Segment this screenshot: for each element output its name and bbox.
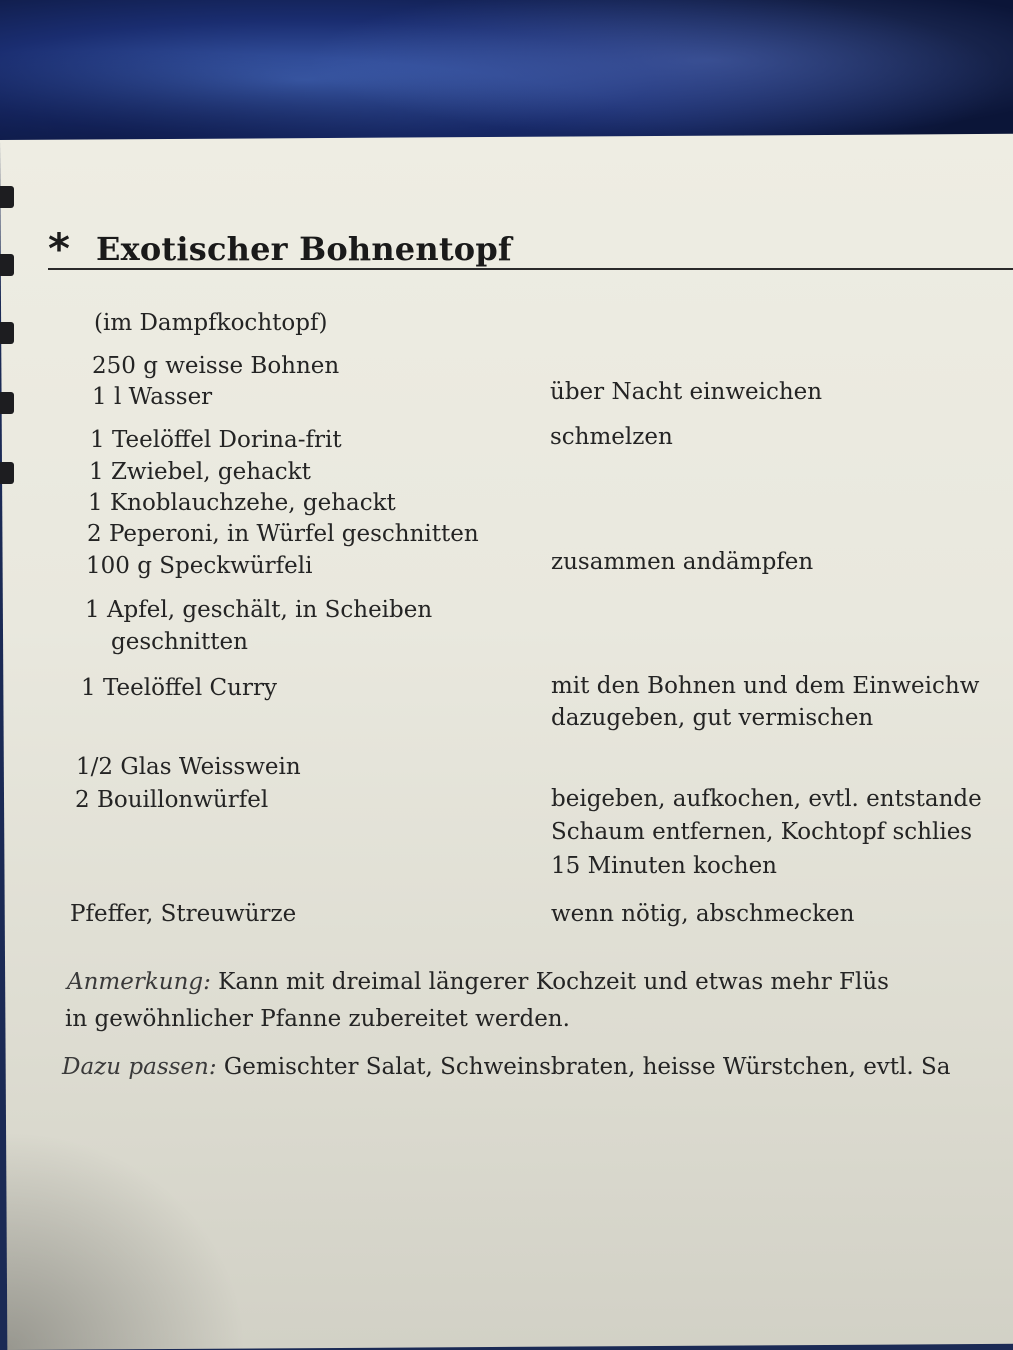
ingredient-line: 250 g weisse Bohnen [92, 353, 340, 379]
remark-line-2: in gewöhnlicher Pfanne zubereitet werden. [65, 1006, 570, 1032]
step-line: wenn nötig, abschmecken [551, 901, 855, 927]
remark-text: Kann mit dreimal längerer Kochzeit und etwas mehr Flüs [210, 969, 889, 995]
ingredient-line: geschnitten [111, 629, 248, 655]
step-line: schmelzen [550, 424, 673, 450]
ingredient-line: 2 Peperoni, in Würfel geschnitten [87, 521, 479, 547]
step-line: 15 Minuten kochen [551, 853, 777, 879]
spiral-binding-mark [0, 186, 14, 208]
ingredient-line: Pfeffer, Streuwürze [70, 901, 297, 927]
pairing-label: Dazu passen: [62, 1054, 217, 1080]
recipe-subtitle: (im Dampfkochtopf) [94, 310, 328, 336]
step-line: über Nacht einweichen [550, 379, 823, 405]
remark-line [67, 968, 889, 996]
ingredient-line: 2 Bouillonwürfel [75, 787, 269, 813]
ingredient-line: 100 g Speckwürfeli [86, 553, 313, 579]
pairing-line [62, 1053, 951, 1081]
recipe-heading [48, 224, 1013, 273]
spiral-binding-mark [0, 254, 14, 276]
ingredient-line: 1 l Wasser [92, 384, 213, 410]
step-line: Schaum entfernen, Kochtopf schlies [551, 819, 973, 845]
remark-label: Anmerkung: [67, 969, 211, 995]
ingredient-line: 1 Teelöffel Dorina-frit [90, 427, 342, 453]
ingredient-line: 1 Teelöffel Curry [81, 675, 277, 701]
spiral-binding-mark [0, 392, 14, 414]
ingredient-line: 1 Zwiebel, gehackt [89, 459, 311, 485]
spiral-binding-mark [0, 322, 14, 344]
ingredient-line: 1/2 Glas Weisswein [76, 754, 301, 780]
spiral-binding-mark [0, 462, 14, 484]
step-line: zusammen andämpfen [551, 549, 814, 575]
ingredient-line: 1 Knoblauchzehe, gehackt [88, 490, 396, 516]
step-line: mit den Bohnen und dem Einweichw [551, 673, 980, 699]
star-icon: * [48, 224, 70, 273]
step-line: beigeben, aufkochen, evtl. entstande [551, 786, 982, 812]
step-line: dazugeben, gut vermischen [551, 705, 874, 731]
ingredient-line: 1 Apfel, geschält, in Scheiben [85, 597, 433, 623]
pairing-text: Gemischter Salat, Schweinsbraten, heisse Würstchen, evtl. Sa [216, 1054, 951, 1080]
recipe-title: Exotischer Bohnentopf [96, 230, 512, 268]
